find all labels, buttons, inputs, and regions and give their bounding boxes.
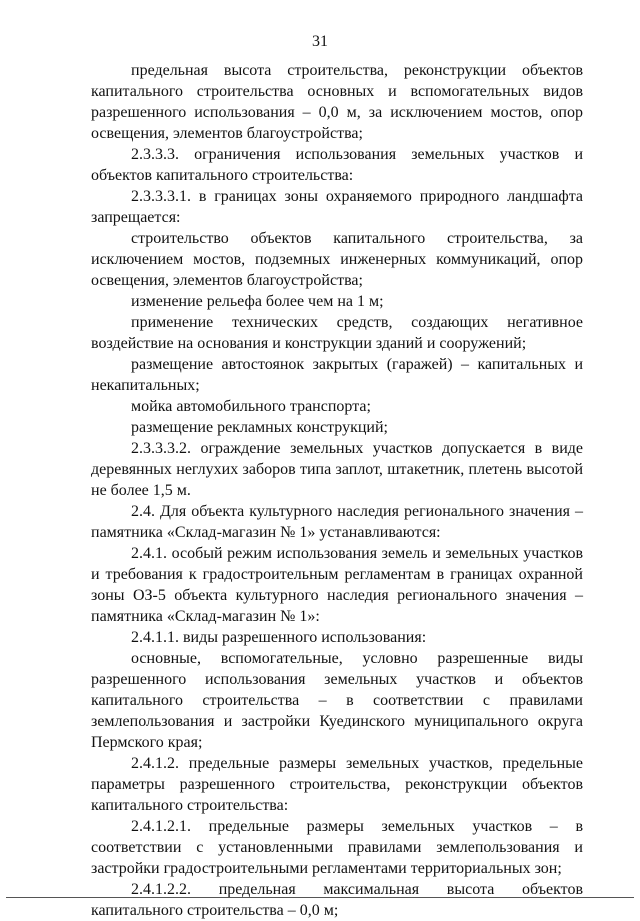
footer-divider: [6, 897, 634, 898]
paragraph: размещение рекламных конструкций;: [131, 419, 388, 436]
paragraph: основные, вспомогательные, условно разрешенные виды разрешенного использования земельных участков и объектов капитального строительства – в соответствии с правилами землепользования и застройки Куединского муниципального округа Пермского края;: [91, 650, 583, 751]
paragraph: 2.4.1.2. предельные размеры земельных участков, предельные параметры разрешенного строительства, реконструкции объектов капитального строительства:: [91, 755, 583, 814]
document-body: [91, 60, 583, 921]
paragraph: 2.3.3.3.1. в границах зоны охраняемого природного ландшафта запрещается:: [91, 188, 583, 226]
paragraph: 2.3.3.3.2. ограждение земельных участков допускается в виде деревянных неглухих заборов типа заплот, штакетник, плетень высотой не более 1,5 м.: [91, 440, 583, 499]
paragraph: 2.3.3.3. ограничения использования земельных участков и объектов капитального строительства:: [91, 146, 583, 184]
paragraph: предельная высота строительства, реконструкции объектов капитального строительства основных и вспомогательных видов разрешенного использования – 0,0 м, за исключением мостов, опор освещения, элементов благоустройства;: [91, 62, 583, 142]
paragraph: мойка автомобильного транспорта;: [131, 398, 371, 415]
paragraph: 2.4.1.2.2. предельная максимальная высота объектов капитального строительства – 0,0 м;: [91, 881, 583, 919]
paragraph: 2.4.1.1. виды разрешенного использования:: [131, 629, 427, 646]
paragraph: применение технических средств, создающих негативное воздействие на основания и конструкции зданий и сооружений;: [91, 314, 583, 352]
paragraph: 2.4. Для объекта культурного наследия регионального значения – памятника «Склад-магазин № 1» устанавливаются:: [91, 503, 583, 541]
paragraph: строительство объектов капитального строительства, за исключением мостов, подземных инженерных коммуникаций, опор освещения, элементов благоустройства;: [91, 230, 583, 289]
paragraph: изменение рельефа более чем на 1 м;: [131, 293, 384, 310]
page-number: 31: [312, 33, 328, 50]
paragraph: 2.4.1. особый режим использования земель и земельных участков и требования к градостроительным регламентам в границах охранной зоны ОЗ-5 объекта культурного наследия регионального значения – памятника «Склад-магазин № 1»:: [91, 545, 583, 625]
paragraph: размещение автостоянок закрытых (гаражей) – капитальных и некапитальных;: [91, 356, 583, 394]
paragraph: 2.4.1.2.1. предельные размеры земельных участков – в соответствии с установленными правилами землепользования и застройки градостроительными регламентами территориальных зон;: [91, 818, 583, 877]
